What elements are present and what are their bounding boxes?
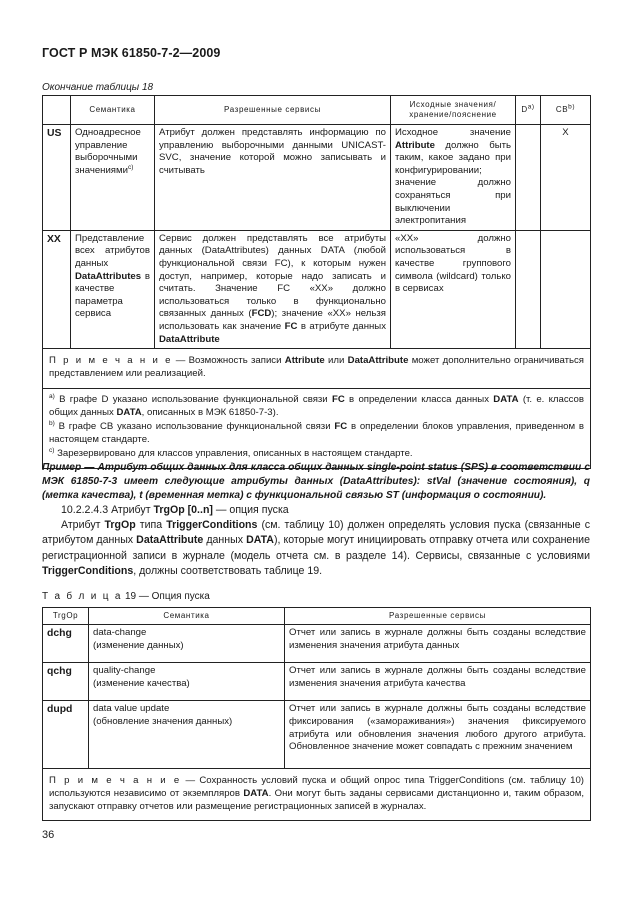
table-row (43, 125, 591, 231)
header-code (43, 96, 71, 125)
row-semantics: Представление всех атрибутов данных DataAttributes в качестве параметра сервиса (71, 230, 155, 348)
header-semantics: Семантика (89, 608, 285, 625)
example-paragraph: Пример — Атрибут общих данных для класса общих данных single-point status (SPS) в соответствии с МЭК 61850-7-3 имеет следующие атрибуты данных (DataAttributes): stVal (значение состояния), q (метка качества), t (временная метка) с функциональной связью ST (информация о состоянии). (42, 462, 590, 501)
footnote-b: $^{b)}$ В графе CB указано использование функциональной связи FC в определении блоков управления, приведенном в настоящем стандарте. (49, 420, 584, 445)
table-19 (42, 607, 591, 821)
row-d (516, 230, 541, 348)
header-services: Разрешенные сервисы (285, 608, 591, 625)
table-footnotes (43, 389, 591, 469)
header-initial: Исходные значения/ хранение/пояснение (391, 96, 516, 125)
table-header-row (43, 96, 591, 125)
row-semantics: quality-change (изменение качества) (89, 663, 285, 701)
row-initial: «XX» должно использоваться в качестве группового символа (wildcard) только в сервисах (391, 230, 516, 348)
section-paragraph: Атрибут TrgOp типа TriggerConditions (см. таблицу 10) должен определять условия пуска (связанные с атрибутом данных DataAttribute данных DATA), которые могут инициировать отправку отчета или сохранение регистрационной записи в журнале (модель отчета см. в разделе 14). Сервисы, связанные с условиями TriggerConditions, должны соответствовать таблице 19. (42, 519, 590, 577)
row-cb: X (541, 125, 591, 231)
row-services: Отчет или запись в журнале должны быть созданы вследствие изменения значения атрибута данных (285, 625, 591, 663)
table-note-row (43, 769, 591, 821)
row-code: XX (43, 230, 71, 348)
page-number: 36 (42, 829, 55, 841)
table-row (43, 230, 591, 348)
row-initial: Исходное значение Attribute должно быть таким, какое задано при конфигурировании; значение должно сохраняться при выключении электропитания (391, 125, 516, 231)
table-row (43, 625, 591, 663)
row-services: Отчет или запись в журнале должны быть созданы вследствие изменения значения атрибута качества (285, 663, 591, 701)
row-code: qchg (43, 663, 89, 701)
table-row (43, 663, 591, 701)
table-row (43, 701, 591, 769)
header-semantics: Семантика (71, 96, 155, 125)
header-d: $D^{a)}$ (516, 96, 541, 125)
table-note: П р и м е ч а н и е — Возможность записи Attribute или DataAttribute может дополнительно ограничиваться представлением или реализацией. (43, 349, 591, 389)
footnote-a: $^{a)}$ В графе D указано использование функциональной связи FC в определении класса данных DATA (т. е. классов общих данных DATA, описанных в МЭК 61850-7-3). (49, 392, 584, 418)
table-header-row (43, 608, 591, 625)
section-text (42, 503, 590, 579)
row-services: Атрибут должен представлять информацию по управлению выборочными данными UNICAST-SVC, значение которой можно записывать и считывать (155, 125, 391, 231)
table-note-row (43, 349, 591, 389)
row-code: dupd (43, 701, 89, 769)
row-code: dchg (43, 625, 89, 663)
row-cb (541, 230, 591, 348)
table-footnotes-row (43, 389, 591, 469)
row-semantics: Однoадресное управление выборочными значениями$^{c)}$ (71, 125, 155, 231)
header-services: Разрешенные сервисы (155, 96, 391, 125)
table-note: П р и м е ч а н и е — Сохранность условий пуска и общий опрос типа TriggerConditions (см. таблицу 10) используются независимо от экземпляров DATA. Они могут быть заданы сервисами дистанционно и, таким образом, запускают отправку отчетов или размещение регистрационных записей в журналах. (43, 769, 591, 821)
document-header: ГОСТ Р МЭК 61850-7-2—2009 (42, 46, 221, 60)
row-d (516, 125, 541, 231)
row-code: US (43, 125, 71, 231)
row-semantics: data value update (обновление значения данных) (89, 701, 285, 769)
table-continuation-label: Окончание таблицы 18 (42, 82, 154, 93)
section-heading: 10.2.2.4.3 Атрибут TrgOp [0..n] — опция пуска (61, 504, 289, 516)
row-services: Отчет или запись в журнале должны быть созданы вследствие фиксирования («замораживания») значения фиксируемого атрибута или обновления значения любого другого атрибута. Обновленное значение может совпадать с прежним значением (285, 701, 591, 769)
row-semantics: data-change (изменение данных) (89, 625, 285, 663)
header-trgop: TrgOp (43, 608, 89, 625)
row-services: Сервис должен представлять все атрибуты данных (DataAttributes) данных DATA (любой функциональной связи FC), к которым нужен доступ, например, которые надо записать и считать. Значение FC «XX» должно использоваться только в функционально связанных данных (FCD); значение «XX» нельзя использовать как значение FC в атрибуте данных DataAttribute (155, 230, 391, 348)
table-18 (42, 95, 591, 469)
table-19-caption: Т а б л и ц а 19 — Опция пуска (42, 591, 210, 602)
header-cb: CB$^{b)}$ (541, 96, 591, 125)
footnote-c: $^{c)}$ Зарезервировано для классов управления, описанных в настоящем стандарте. (49, 447, 413, 460)
